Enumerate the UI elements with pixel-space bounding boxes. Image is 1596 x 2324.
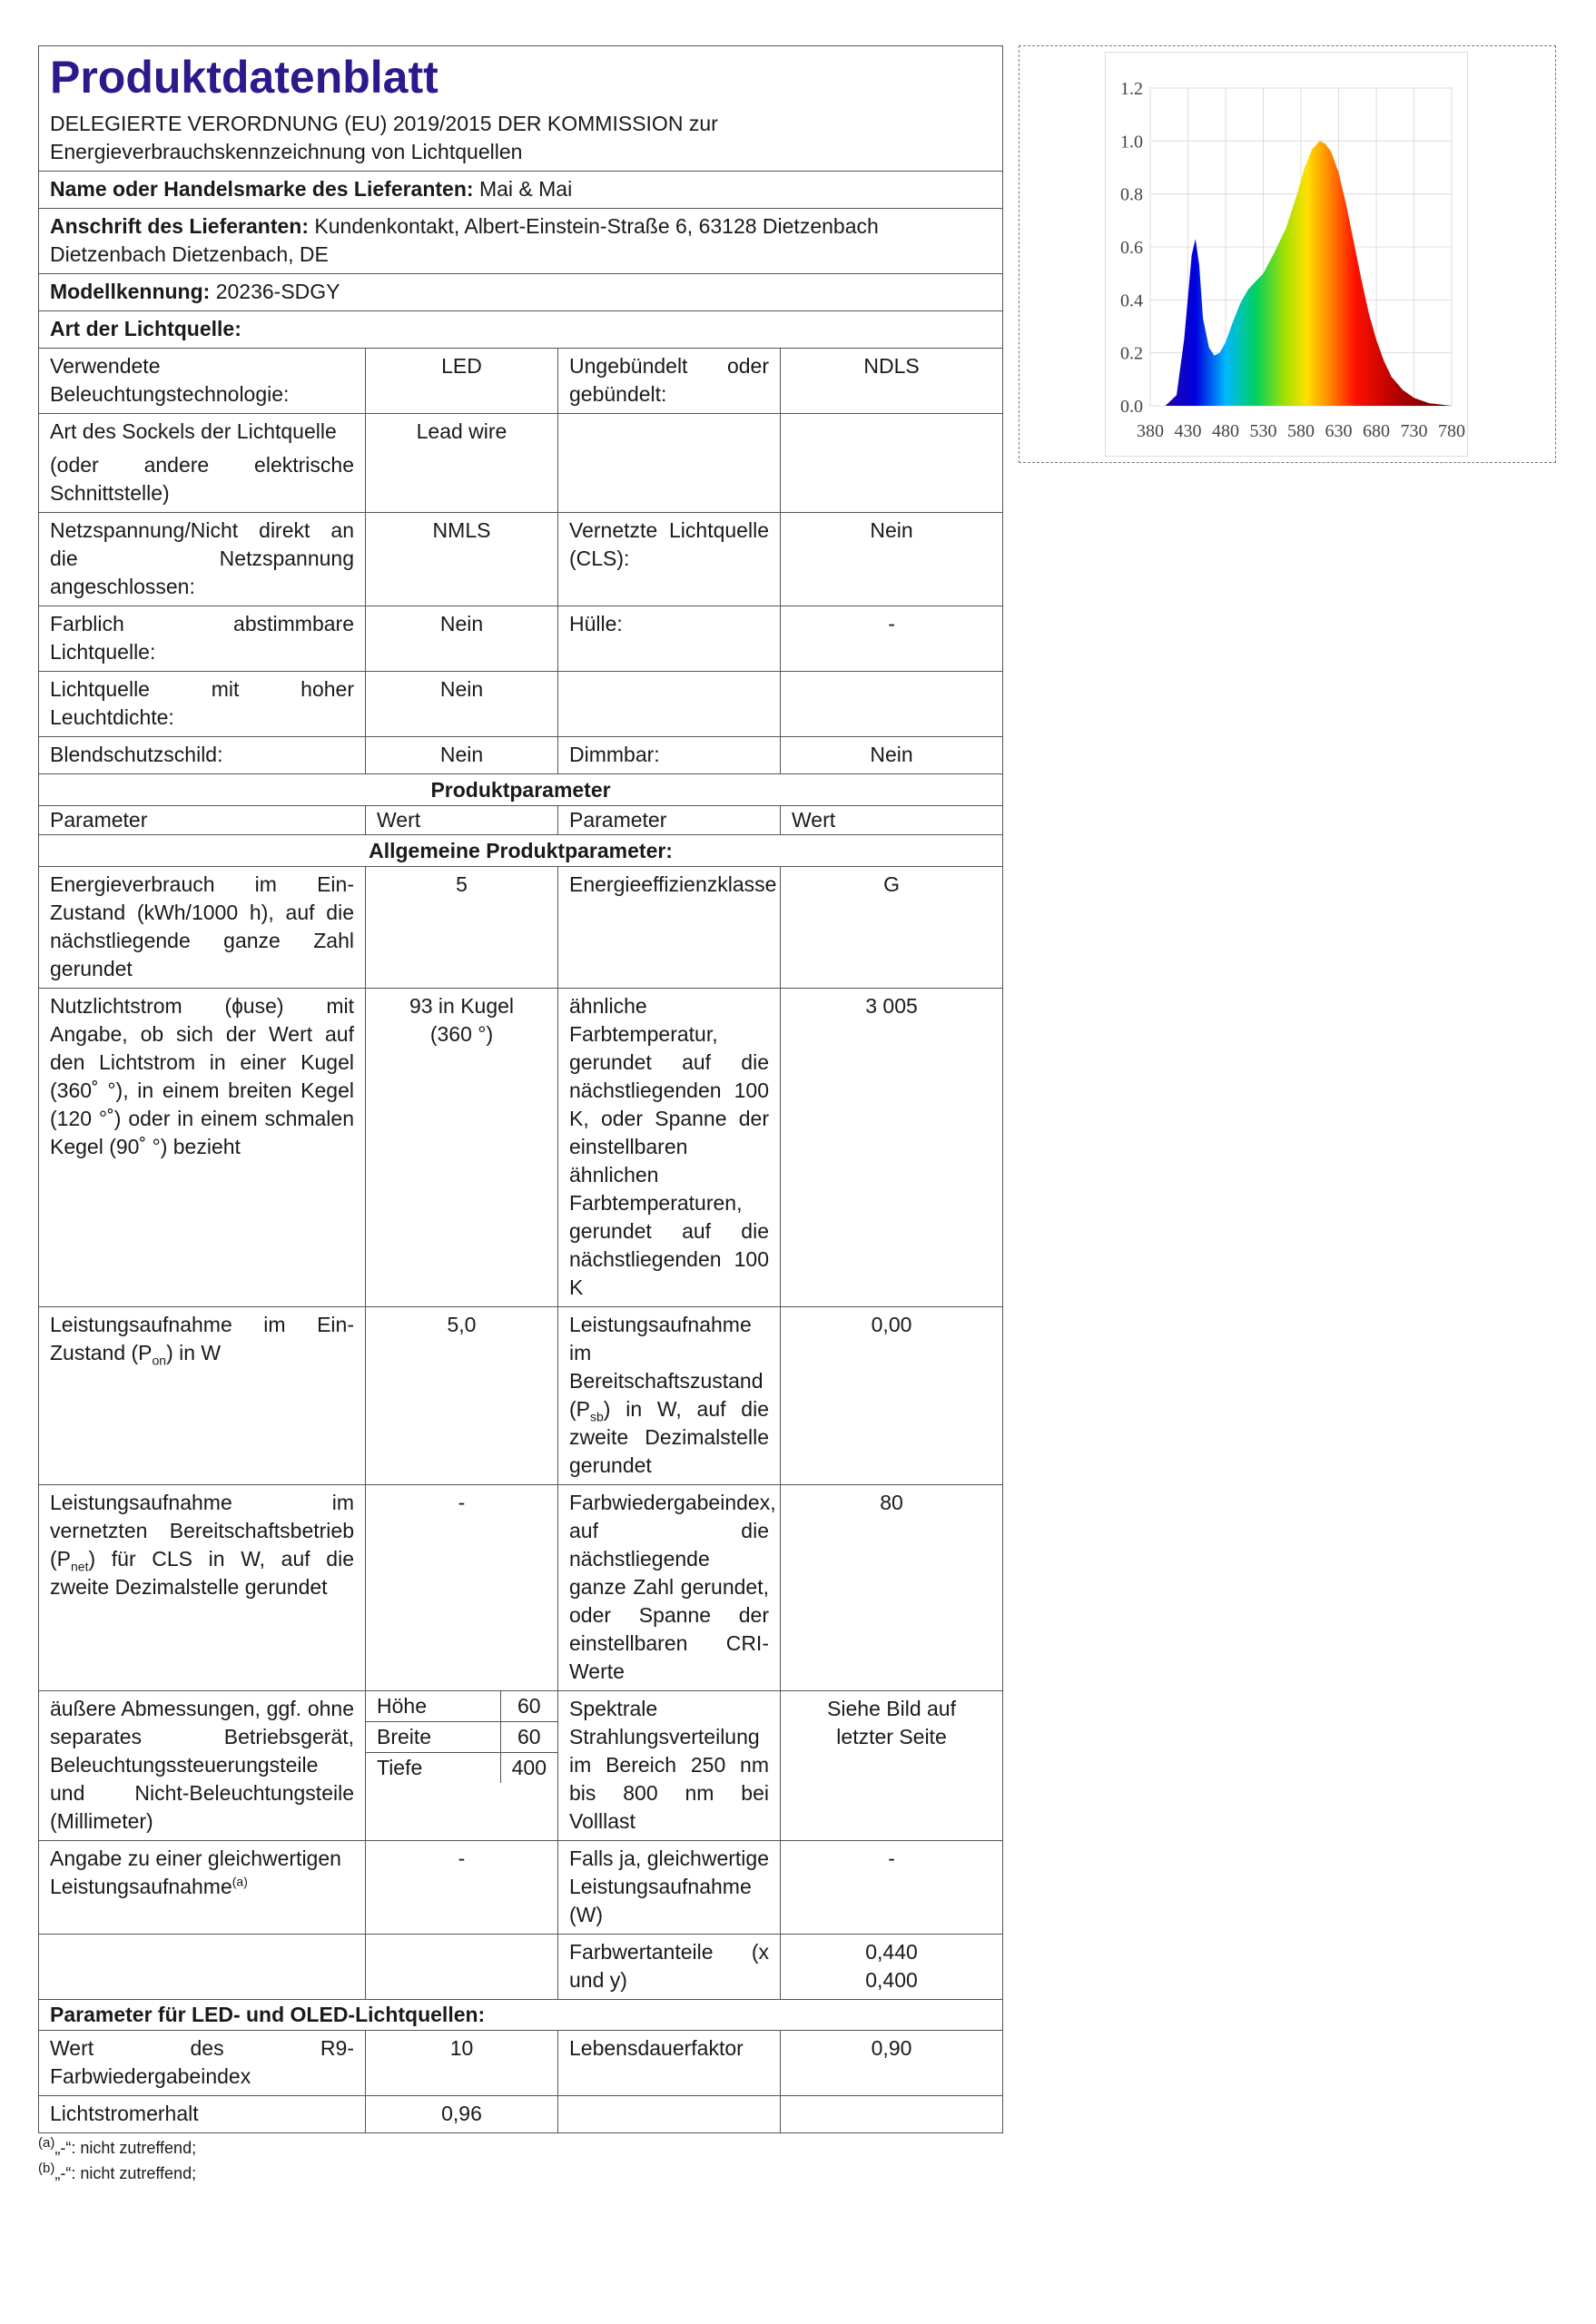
footnote-a-mark: (a) [38,2135,55,2151]
cap-type-label: Art des Sockels der Lichtquelle [50,419,337,443]
footnote-a [38,2135,1002,2161]
high-luminance-value: Nein [366,672,558,737]
dimmable-label: Dimmbar: [558,737,781,774]
cri-label: Farbwiedergabeindex, auf die nächstliegende ganze Zahl gerundet, oder Spanne der einstellbaren CRI-Werte [558,1485,781,1691]
empty-cell [39,1935,366,2000]
x-tick-label: 630 [1325,421,1353,441]
header-cell [39,46,1003,172]
supplier-name-cell [39,172,1003,209]
spd-label: Spektrale Strahlungsverteilung im Bereich 250 nm bis 800 nm bei Volllast [558,1691,781,1841]
x-tick-label: 430 [1174,421,1202,441]
col-header-value: Wert [366,806,558,835]
networked-standby-text: Leistungsaufnahme im vernetzten Bereitschaftsbetrieb (P [50,1491,354,1571]
chromaticity-cell [781,1935,1003,2000]
networked-standby-value: - [366,1485,558,1691]
cct-value: 3 005 [781,989,1003,1307]
luminous-flux-value: 93 in Kugel (360 °) [366,989,558,1307]
dimension-row [366,1691,557,1722]
y-tick-label: 1.0 [1120,132,1143,153]
empty-cell [558,2096,781,2133]
empty-cell [781,672,1003,737]
r9-label: Wert des R9-Farbwiedergabeindex [39,2031,366,2096]
networked-standby-subscript: net [71,1559,89,1574]
tunable-value: Nein [366,606,558,672]
dimensions-cell [366,1691,558,1841]
x-tick-label: 530 [1249,421,1277,441]
spd-value: Siehe Bild auf letzter Seite [781,1691,1003,1841]
cap-type-cell [39,414,366,513]
col-header-param-2: Parameter [558,806,781,835]
footnote-a-text: „-“: nicht zutreffend; [54,2139,197,2157]
anti-glare-value: Nein [366,737,558,774]
led-section-label: Parameter für LED- und OLED-Lichtquellen: [39,2000,1003,2031]
x-tick-label: 780 [1438,421,1465,441]
directional-value: NDLS [781,349,1003,414]
high-luminance-label: Lichtquelle mit hoher Leuchtdichte: [39,672,366,737]
cct-label: ähnliche Farbtemperatur, gerundet auf die nächstliegenden 100 K, oder Spanne der einstellbaren ähnlichen Farbtemperaturen, gerundet auf die nächstliegenden 100 K [558,989,781,1307]
standby-power-text: Leistungsaufnahme im Bereitschaftszustand (P [569,1313,764,1421]
dimensions-label: äußere Abmessungen, ggf. ohne separates Betriebsgerät, Beleuchtungssteuerungsteile und Nicht-Beleuchtungsteile (Millimeter) [39,1691,366,1841]
footnote-b-mark: (b) [38,2161,55,2176]
page-title: Produktdatenblatt [50,52,438,103]
general-params-title: Allgemeine Produktparameter: [39,835,1003,867]
spectral-distribution-chart [1105,52,1468,457]
empty-cell [366,1935,558,2000]
energy-consumption-value: 5 [366,867,558,989]
dimmable-value: Nein [781,737,1003,774]
x-axis-ticks [1137,421,1465,441]
survival-factor-value: 0,90 [781,2031,1003,2096]
networked-standby-unit: ) für CLS in W, auf die zweite Dezimalstelle gerundet [50,1547,354,1599]
equivalent-power-claim-label [39,1841,366,1935]
equivalent-power-claim-text: Angabe zu einer gleichwertigen Leistungsaufnahme [50,1846,341,1898]
empty-cell [781,2096,1003,2133]
x-tick-label: 680 [1363,421,1390,441]
footnote-ref-a: (a) [232,1874,248,1889]
dimension-value: 400 [500,1753,557,1784]
regulation-line-1: DELEGIERTE VERORDNUNG (EU) 2019/2015 DER KOMMISSION zur [50,112,718,135]
networked-standby-label [39,1485,366,1691]
footnote-b-text: „-“: nicht zutreffend; [54,2164,197,2182]
energy-class-label: Energieeffizienzklasse [558,867,781,989]
cls-value: Nein [781,513,1003,606]
cap-type-label-note: (oder andere elektrische Schnittstelle) [50,453,354,505]
y-tick-label: 1.2 [1120,79,1143,99]
cap-type-value: Lead wire [366,414,558,513]
supplier-address-label: Anschrift des Lieferanten: [50,214,309,238]
dimensions-table [366,1691,557,1783]
light-source-section-label: Art der Lichtquelle: [39,311,1003,349]
directional-label: Ungebündelt oder gebündelt: [558,349,781,414]
standby-power-subscript: sb [590,1409,604,1424]
on-mode-power-text: Leistungsaufnahme im Ein-Zustand (P [50,1313,354,1364]
product-datasheet [38,45,1002,2186]
lumen-maintenance-label: Lichtstromerhalt [39,2096,366,2133]
survival-factor-label: Lebensdauerfaktor [558,2031,781,2096]
x-tick-label: 730 [1400,421,1428,441]
product-params-title: Produktparameter [39,774,1003,806]
empty-cell [781,414,1003,513]
x-tick-label: 580 [1287,421,1315,441]
supplier-address-cell [39,209,1003,274]
chromaticity-label: Farbwertanteile (x und y) [558,1935,781,2000]
on-mode-power-value: 5,0 [366,1307,558,1485]
col-header-value-2: Wert [781,806,1003,835]
equivalent-power-value: - [781,1841,1003,1935]
energy-consumption-label: Energieverbrauch im Ein-Zustand (kWh/1000 h), auf die nächstliegende ganze Zahl gerundet [39,867,366,989]
on-mode-power-label [39,1307,366,1485]
on-mode-power-subscript: on [152,1353,167,1368]
model-label: Modellkennung: [50,280,211,303]
chromaticity-x: 0,440 [865,1940,918,1964]
supplier-name-label: Name oder Handelsmarke des Lieferanten: [50,177,474,201]
model-value: 20236-SDGY [215,280,340,303]
dimension-value: 60 [500,1722,557,1753]
cri-value: 80 [781,1485,1003,1691]
empty-cell [558,414,781,513]
standby-power-label [558,1307,781,1485]
y-tick-label: 0.0 [1120,397,1143,417]
technology-label: Verwendete Beleuchtungstechnologie: [39,349,366,414]
dimension-name: Breite [366,1722,500,1753]
standby-power-value: 0,00 [781,1307,1003,1485]
supplier-name-value: Mai & Mai [478,177,573,201]
chromaticity-y: 0,400 [865,1968,918,1992]
mains-value: NMLS [366,513,558,606]
dimension-name: Höhe [366,1691,500,1722]
datasheet-table [38,45,1003,2133]
mains-label: Netzspannung/Nicht direkt an die Netzspannung angeschlossen: [39,513,366,606]
y-tick-label: 0.4 [1120,290,1143,311]
footnotes [38,2135,1002,2186]
regulation-line-2: Energieverbrauchskennzeichnung von Lichtquellen [50,140,523,163]
empty-cell [558,672,781,737]
model-cell [39,274,1003,311]
r9-value: 10 [366,2031,558,2096]
equivalent-power-claim-value: - [366,1841,558,1935]
on-mode-power-unit: ) in W [166,1341,222,1364]
technology-value: LED [366,349,558,414]
tunable-label: Farblich abstimmbare Lichtquelle: [39,606,366,672]
dimension-row [366,1753,557,1784]
y-tick-label: 0.6 [1120,238,1143,258]
supplier-address-value: Kundenkontakt, Albert-Einstein-Straße 6, 63128 Dietzenbach Dietzenbach Dietzenbach, DE [50,214,879,266]
dimension-row [366,1722,557,1753]
luminous-flux-label: Nutzlichtstrom (ɸuse) mit Angabe, ob sich der Wert auf den Lichtstrom in einer Kugel (360˚ °), in einem breiten Kegel (120 °˚) oder in einem schmalen Kegel (90˚ °) bezieht [39,989,366,1307]
dimension-name: Tiefe [377,1756,423,1779]
lumen-maintenance-value: 0,96 [366,2096,558,2133]
dimension-value: 60 [500,1691,557,1722]
col-header-param: Parameter [39,806,366,835]
footnote-b [38,2161,1002,2186]
equivalent-power-label: Falls ja, gleichwertige Leistungsaufnahme (W) [558,1841,781,1935]
energy-class-value: G [781,867,1003,989]
cls-label: Vernetzte Lichtquelle (CLS): [558,513,781,606]
x-tick-label: 480 [1212,421,1239,441]
anti-glare-label: Blendschutzschild: [39,737,366,774]
envelope-value: - [781,606,1003,672]
spectrum-figure [1019,45,1556,463]
y-tick-label: 0.2 [1120,343,1143,364]
x-tick-label: 380 [1137,421,1164,441]
y-tick-label: 0.8 [1120,184,1143,205]
envelope-label: Hülle: [558,606,781,672]
standby-power-unit: ) in W, auf die zweite Dezimalstelle gerundet [569,1397,769,1477]
